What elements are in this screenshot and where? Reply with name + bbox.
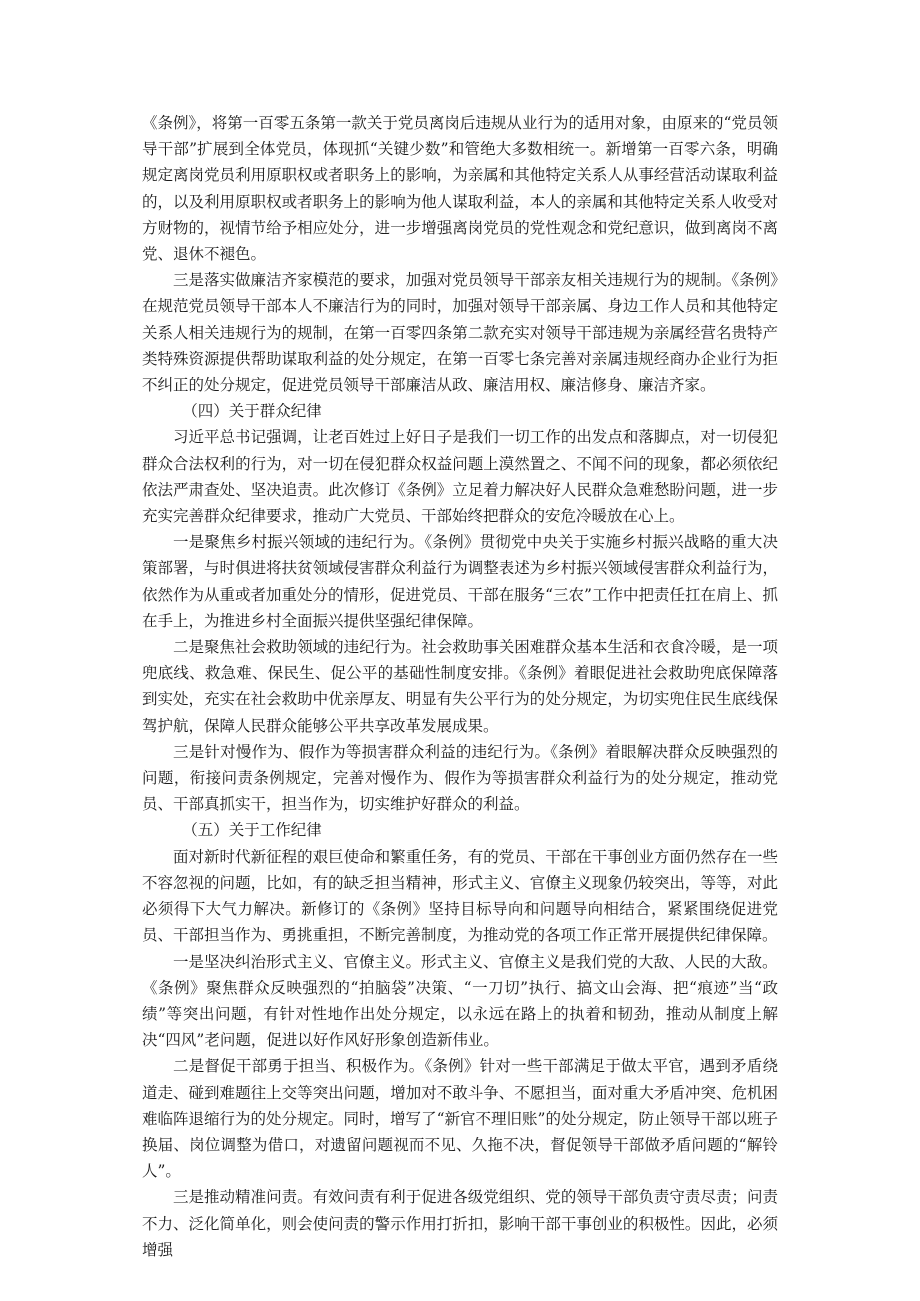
paragraph-2: 三是落实做廉洁齐家模范的要求，加强对党员领导干部亲友相关违规行为的规制。《条例》在规范党员领导干部本人不廉洁行为的同时，加强对领导干部亲属、身边工作人员和其他特定关系人相关违规行为的规制，在第一百零四条第二款充实对领导干部违规为亲属经营名贵特产类特殊资源提供帮助谋取利益的处分规定，在第一百零七条完善对亲属违规经商办企业行为拒不纠正的处分规定，促进党员领导干部廉洁从政、廉洁用权、廉洁修身、廉洁齐家。 [142, 271, 778, 395]
paragraph-5: 二是聚焦社会救助领域的违纪行为。社会救助事关困难群众基本生活和衣食冷暖，是一项兜底线、救急难、保民生、促公平的基础性制度安排。《条例》着眼促进社会救助兜底保障落到实处，充实在社会救助中优亲厚友、明显有失公平行为的处分规定，为切实兜住民生底线保驾护航，保障人民群众能够公平共享改革发展成果。 [142, 638, 778, 735]
paragraph-7: 面对新时代新征程的艰巨使命和繁重任务，有的党员、干部在干事创业方面仍然存在一些不容忽视的问题，比如，有的缺乏担当精神，形式主义、官僚主义现象仍较突出，等等，对此必须得下大气力解决。新修订的《条例》坚持目标导向和问题导向相结合，紧紧围绕促进党员、干部担当作为、勇挑重担，不断完善制度，为推动党的各项工作正常开展提供纪律保障。 [142, 847, 778, 945]
paragraph-1: 《条例》，将第一百零五条第一款关于党员离岗后违规从业行为的适用对象，由原来的“党员领导干部”扩展到全体党员，体现抓“关键少数”和管绝大多数相统一。新增第一百零六条，明确规定离岗党员利用原职权或者职务上的影响，为亲属和其他特定关系人从事经营活动谋取利益的，以及利用原职权或者职务上的影响为他人谋取利益，本人的亲属和其他特定关系人收受对方财物的，视情节给予相应处分，进一步增强离岗党员的党性观念和党纪意识，做到离岗不离党、退休不褪色。 [142, 114, 778, 264]
section-heading-work-discipline: （五）关于工作纪律 [182, 821, 322, 840]
section-heading-mass-discipline: （四）关于群众纪律 [182, 402, 322, 421]
paragraph-8: 一是坚决纠治形式主义、官僚主义。形式主义、官僚主义是我们党的大敌、人民的大敌。 [173, 952, 778, 971]
paragraph-9: 《条例》聚焦群众反映强烈的“拍脑袋”决策、“一刀切”执行、搞文山会海、把“痕迹”当“政绩”等突出问题，有针对性地作出处分规定，以永远在路上的执着和韧劲，推动从制度上解决“四风”老问题，促进以好作风好形象创造新伟业。 [142, 978, 778, 1050]
paragraph-11: 三是推动精准问责。有效问责有利于促进各级党组织、党的领导干部负责守责尽责；问责不力、泛化简单化，则会使问责的警示作用打折扣，影响干部干事创业的积极性。因此，必须增强 [142, 1188, 778, 1259]
paragraph-10: 二是督促干部勇于担当、积极作为。《条例》针对一些干部满足于做太平官，遇到矛盾绕道走、碰到难题往上交等突出问题，增加对不敢斗争、不愿担当，面对重大矛盾冲突、危机困难临阵退缩行为的处分规定。同时，增写了“新官不理旧账”的处分规定，防止领导干部以班子换届、岗位调整为借口，对遗留问题视而不见、久拖不决，督促领导干部做矛盾问题的“解铃人”。 [142, 1057, 778, 1181]
document-body [142, 110, 778, 1263]
paragraph-6: 三是针对慢作为、假作为等损害群众利益的违纪行为。《条例》着眼解决群众反映强烈的问题，衔接问责条例规定，完善对慢作为、假作为等损害群众利益行为的处分规定，推动党员、干部真抓实干，担当作为，切实维护好群众的利益。 [142, 742, 778, 814]
paragraph-4: 一是聚焦乡村振兴领域的违纪行为。《条例》贯彻党中央关于实施乡村振兴战略的重大决策部署，与时俱进将扶贫领域侵害群众利益行为调整表述为乡村振兴领域侵害群众利益行为，依然作为从重或者加重处分的情形，促进党员、干部在服务“三农”工作中把责任扛在肩上、抓在手上，为推进乡村全面振兴提供坚强纪律保障。 [142, 533, 778, 630]
paragraph-3: 习近平总书记强调，让老百姓过上好日子是我们一切工作的出发点和落脚点，对一切侵犯群众合法权利的行为，对一切在侵犯群众权益问题上漠然置之、不闻不问的现象，都必须依纪依法严肃查处、坚决追责。此次修订《条例》立足着力解决好人民群众急难愁盼问题，进一步充实完善群众纪律要求，推动广大党员、干部始终把群众的安危冷暖放在心上。 [142, 428, 778, 526]
